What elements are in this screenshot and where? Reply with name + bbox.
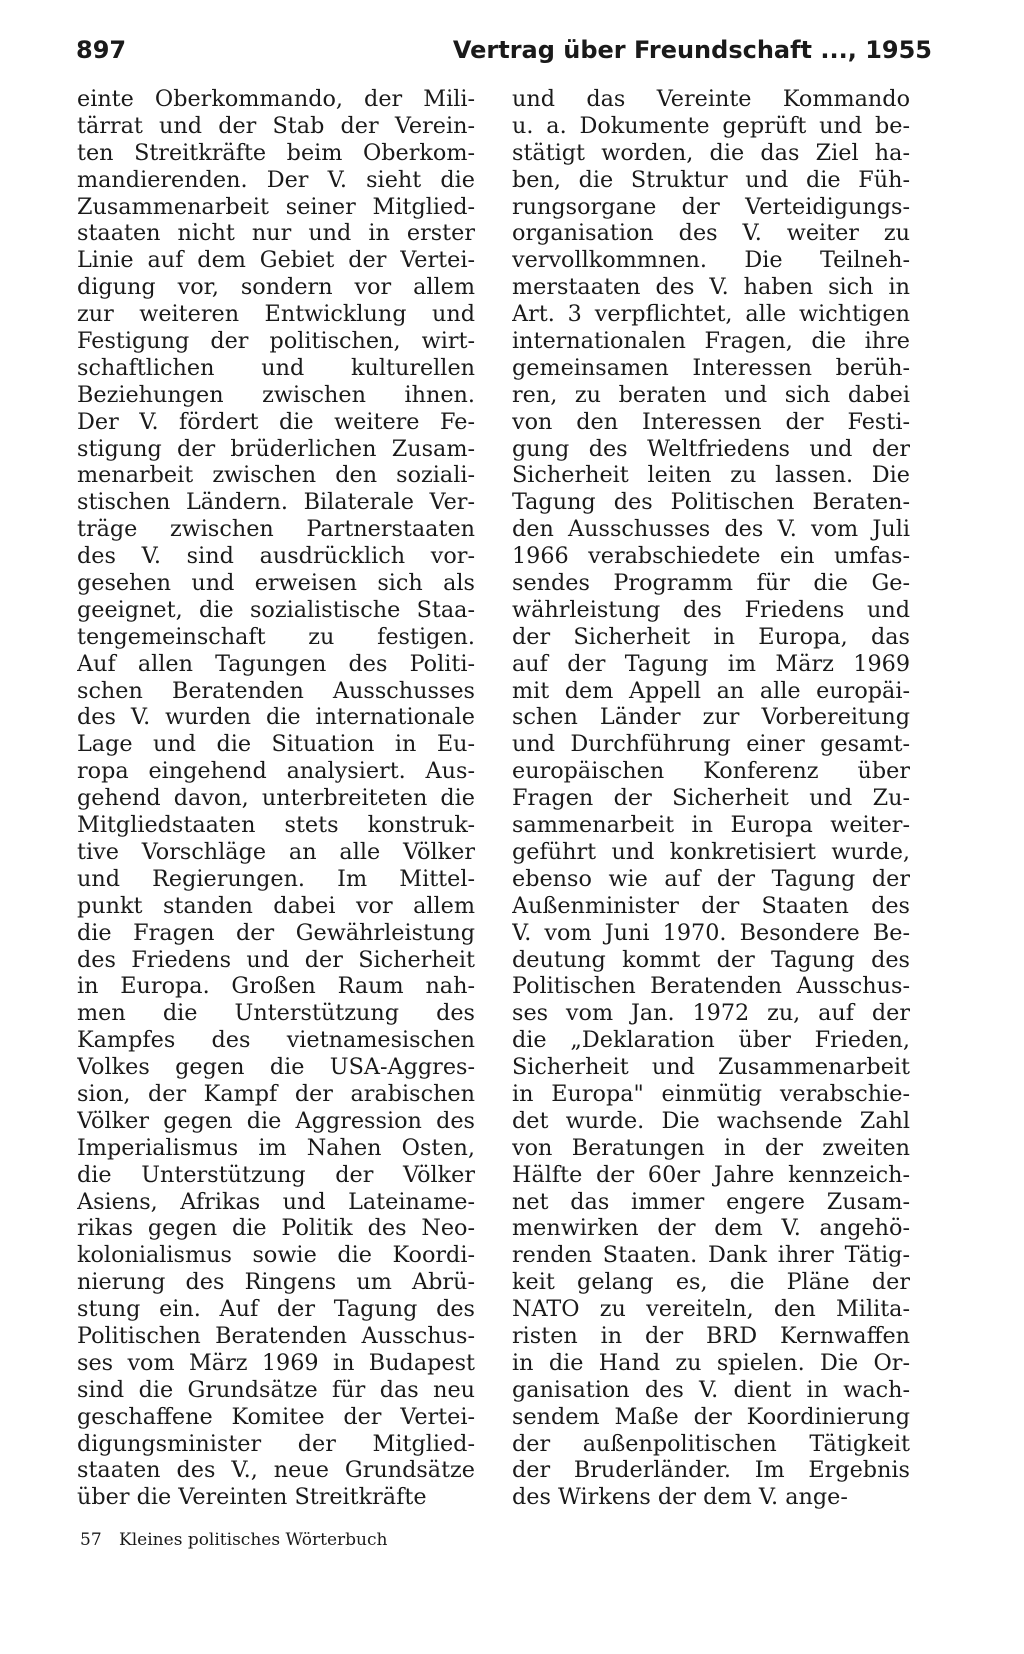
text-line: von Beratungen in der zweiten <box>512 1134 910 1161</box>
text-line: Lage und die Situation in Eu- <box>77 731 475 758</box>
text-line: Art. 3 verpflichtet, alle wichtigen <box>512 301 910 328</box>
text-line: in Europa. Großen Raum nah- <box>77 973 475 1000</box>
text-line: Politischen Beratenden Ausschus- <box>77 1322 475 1349</box>
text-line: stischen Ländern. Bilaterale Ver- <box>77 489 475 516</box>
text-line: gehend davon, unterbreiteten die <box>77 785 475 812</box>
page-number: 897 <box>76 36 127 64</box>
text-line: tive Vorschläge an alle Völker <box>77 838 475 865</box>
text-line: die Fragen der Gewährleistung <box>77 919 475 946</box>
text-line: Volkes gegen die USA-Aggres- <box>77 1054 475 1081</box>
text-line: und Durchführung einer gesamt- <box>512 731 910 758</box>
text-line: Auf allen Tagungen des Politi- <box>77 650 475 677</box>
text-line: des V. wurden die internationale <box>77 704 475 731</box>
text-line: deutung kommt der Tagung des <box>512 946 910 973</box>
left-text-column <box>77 86 475 1511</box>
text-line: Linie auf dem Gebiet der Vertei- <box>77 247 475 274</box>
text-line: u. a. Dokumente geprüft und be- <box>512 112 910 139</box>
text-line: und das Vereinte Kommando <box>512 86 910 112</box>
text-line: rungsorgane der Verteidigungs- <box>512 193 910 220</box>
text-line: über die Vereinten Streitkräfte <box>77 1484 427 1511</box>
text-line: digungsminister der Mitglied- <box>77 1430 475 1457</box>
text-line: auf der Tagung im März 1969 <box>512 650 910 677</box>
text-line: digung vor, sondern vor allem <box>77 274 475 301</box>
sheet-signature: 57 <box>80 1530 102 1550</box>
text-line: Kampfes des vietnamesischen <box>77 1027 475 1054</box>
text-line: ses vom Jan. 1972 zu, auf der <box>512 1000 910 1027</box>
text-line: gesehen und erweisen sich als <box>77 570 475 597</box>
text-line: V. vom Juni 1970. Besondere Be- <box>512 919 910 946</box>
text-line: ren, zu beraten und sich dabei <box>512 381 910 408</box>
text-line: Tagung des Politischen Beraten- <box>512 489 910 516</box>
text-line: des V. sind ausdrücklich vor- <box>77 543 475 570</box>
text-line: net das immer engere Zusam- <box>512 1188 910 1215</box>
right-text-column <box>512 86 910 1511</box>
text-line: renden Staaten. Dank ihrer Tätig- <box>512 1242 910 1269</box>
page-footer <box>80 1528 387 1552</box>
text-line: men die Unterstützung des <box>77 1000 475 1027</box>
text-line: vervollkommnen. Die Teilneh- <box>512 247 910 274</box>
text-line: schen Beratenden Ausschusses <box>77 677 475 704</box>
text-line: ganisation des V. dient in wach- <box>512 1376 910 1403</box>
text-line: der außenpolitischen Tätigkeit <box>512 1430 910 1457</box>
text-line: europäischen Konferenz über <box>512 758 910 785</box>
text-line: die „Deklaration über Frieden, <box>512 1027 910 1054</box>
text-line: und Regierungen. Im Mittel- <box>77 865 475 892</box>
text-line: Außenminister der Staaten des <box>512 892 910 919</box>
text-line: Sicherheit und Zusammenarbeit <box>512 1054 910 1081</box>
book-title: Kleines politisches Wörterbuch <box>119 1530 388 1550</box>
text-line: von den Interessen der Festi- <box>512 408 910 435</box>
text-line: Asiens, Afrikas und Lateiname- <box>77 1188 475 1215</box>
text-line: sind die Grundsätze für das neu <box>77 1376 475 1403</box>
text-line: punkt standen dabei vor allem <box>77 892 475 919</box>
text-line: tengemeinschaft zu festigen. <box>77 623 475 650</box>
page-header <box>76 32 932 68</box>
text-line: risten in der BRD Kernwaffen <box>512 1322 910 1349</box>
text-line: stung ein. Auf der Tagung des <box>77 1296 475 1323</box>
text-line: den Ausschusses des V. vom Juli <box>512 516 910 543</box>
text-line: einte Oberkommando, der Mili- <box>77 86 475 112</box>
text-line: Festigung der politischen, wirt- <box>77 328 475 355</box>
text-line: Hälfte der 60er Jahre kennzeich- <box>512 1161 910 1188</box>
text-line: 1966 verabschiedete ein umfas- <box>512 543 910 570</box>
text-line: Mitgliedstaaten stets konstruk- <box>77 812 475 839</box>
text-line: nierung des Ringens um Abrü- <box>77 1269 475 1296</box>
text-line: geschaffene Komitee der Vertei- <box>77 1403 475 1430</box>
text-line: organisation des V. weiter zu <box>512 220 910 247</box>
text-line: sammenarbeit in Europa weiter- <box>512 812 910 839</box>
text-line: internationalen Fragen, die ihre <box>512 328 910 355</box>
text-line: Völker gegen die Aggression des <box>77 1107 475 1134</box>
text-line: gemeinsamen Interessen berüh- <box>512 354 910 381</box>
text-line: Der V. fördert die weitere Fe- <box>77 408 475 435</box>
text-line: zur weiteren Entwicklung und <box>77 301 475 328</box>
text-line: ropa eingehend analysiert. Aus- <box>77 758 475 785</box>
text-line: Beziehungen zwischen ihnen. <box>77 381 475 408</box>
text-line: in die Hand zu spielen. Die Or- <box>512 1349 910 1376</box>
text-line: des Friedens und der Sicherheit <box>77 946 475 973</box>
text-line: menwirken der dem V. angehö- <box>512 1215 910 1242</box>
text-line: ten Streitkräfte beim Oberkom- <box>77 139 475 166</box>
text-line: NATO zu vereiteln, den Milita- <box>512 1296 910 1323</box>
text-line: schen Länder zur Vorbereitung <box>512 704 910 731</box>
text-line: des Wirkens der dem V. ange- <box>512 1484 848 1511</box>
text-line: träge zwischen Partnerstaaten <box>77 516 475 543</box>
text-line: sendes Programm für die Ge- <box>512 570 910 597</box>
text-line: ebenso wie auf der Tagung der <box>512 865 910 892</box>
text-line: staaten nicht nur und in erster <box>77 220 475 247</box>
text-line: kolonialismus sowie die Koordi- <box>77 1242 475 1269</box>
text-line: rikas gegen die Politik des Neo- <box>77 1215 475 1242</box>
text-line: Zusammenarbeit seiner Mitglied- <box>77 193 475 220</box>
text-line: menarbeit zwischen den soziali- <box>77 462 475 489</box>
text-line: staaten des V., neue Grundsätze <box>77 1457 475 1484</box>
text-line: geführt und konkretisiert wurde, <box>512 838 910 865</box>
text-line: schaftlichen und kulturellen <box>77 354 475 381</box>
text-line: in Europa" einmütig verabschie- <box>512 1080 910 1107</box>
text-line: gung des Weltfriedens und der <box>512 435 910 462</box>
text-line: geeignet, die sozialistische Staa- <box>77 596 475 623</box>
text-line: währleistung des Friedens und <box>512 596 910 623</box>
text-line: ben, die Struktur und die Füh- <box>512 166 910 193</box>
text-line: tärrat und der Stab der Verein- <box>77 112 475 139</box>
text-line: sion, der Kampf der arabischen <box>77 1080 475 1107</box>
text-line: ses vom März 1969 in Budapest <box>77 1349 475 1376</box>
text-line: mit dem Appell an alle europäi- <box>512 677 910 704</box>
text-line: sendem Maße der Koordinierung <box>512 1403 910 1430</box>
text-line: mandierenden. Der V. sieht die <box>77 166 475 193</box>
text-line: der Sicherheit in Europa, das <box>512 623 910 650</box>
text-line: stigung der brüderlichen Zusam- <box>77 435 475 462</box>
text-line: Imperialismus im Nahen Osten, <box>77 1134 475 1161</box>
text-line: merstaaten des V. haben sich in <box>512 274 910 301</box>
text-line: stätigt worden, die das Ziel ha- <box>512 139 910 166</box>
running-title: Vertrag über Freundschaft ..., 1955 <box>452 36 932 64</box>
text-line: Fragen der Sicherheit und Zu- <box>512 785 910 812</box>
text-line: der Bruderländer. Im Ergebnis <box>512 1457 910 1484</box>
text-line: det wurde. Die wachsende Zahl <box>512 1107 910 1134</box>
text-line: Politischen Beratenden Ausschus- <box>512 973 910 1000</box>
text-line: Sicherheit leiten zu lassen. Die <box>512 462 910 489</box>
text-line: die Unterstützung der Völker <box>77 1161 475 1188</box>
text-line: keit gelang es, die Pläne der <box>512 1269 910 1296</box>
